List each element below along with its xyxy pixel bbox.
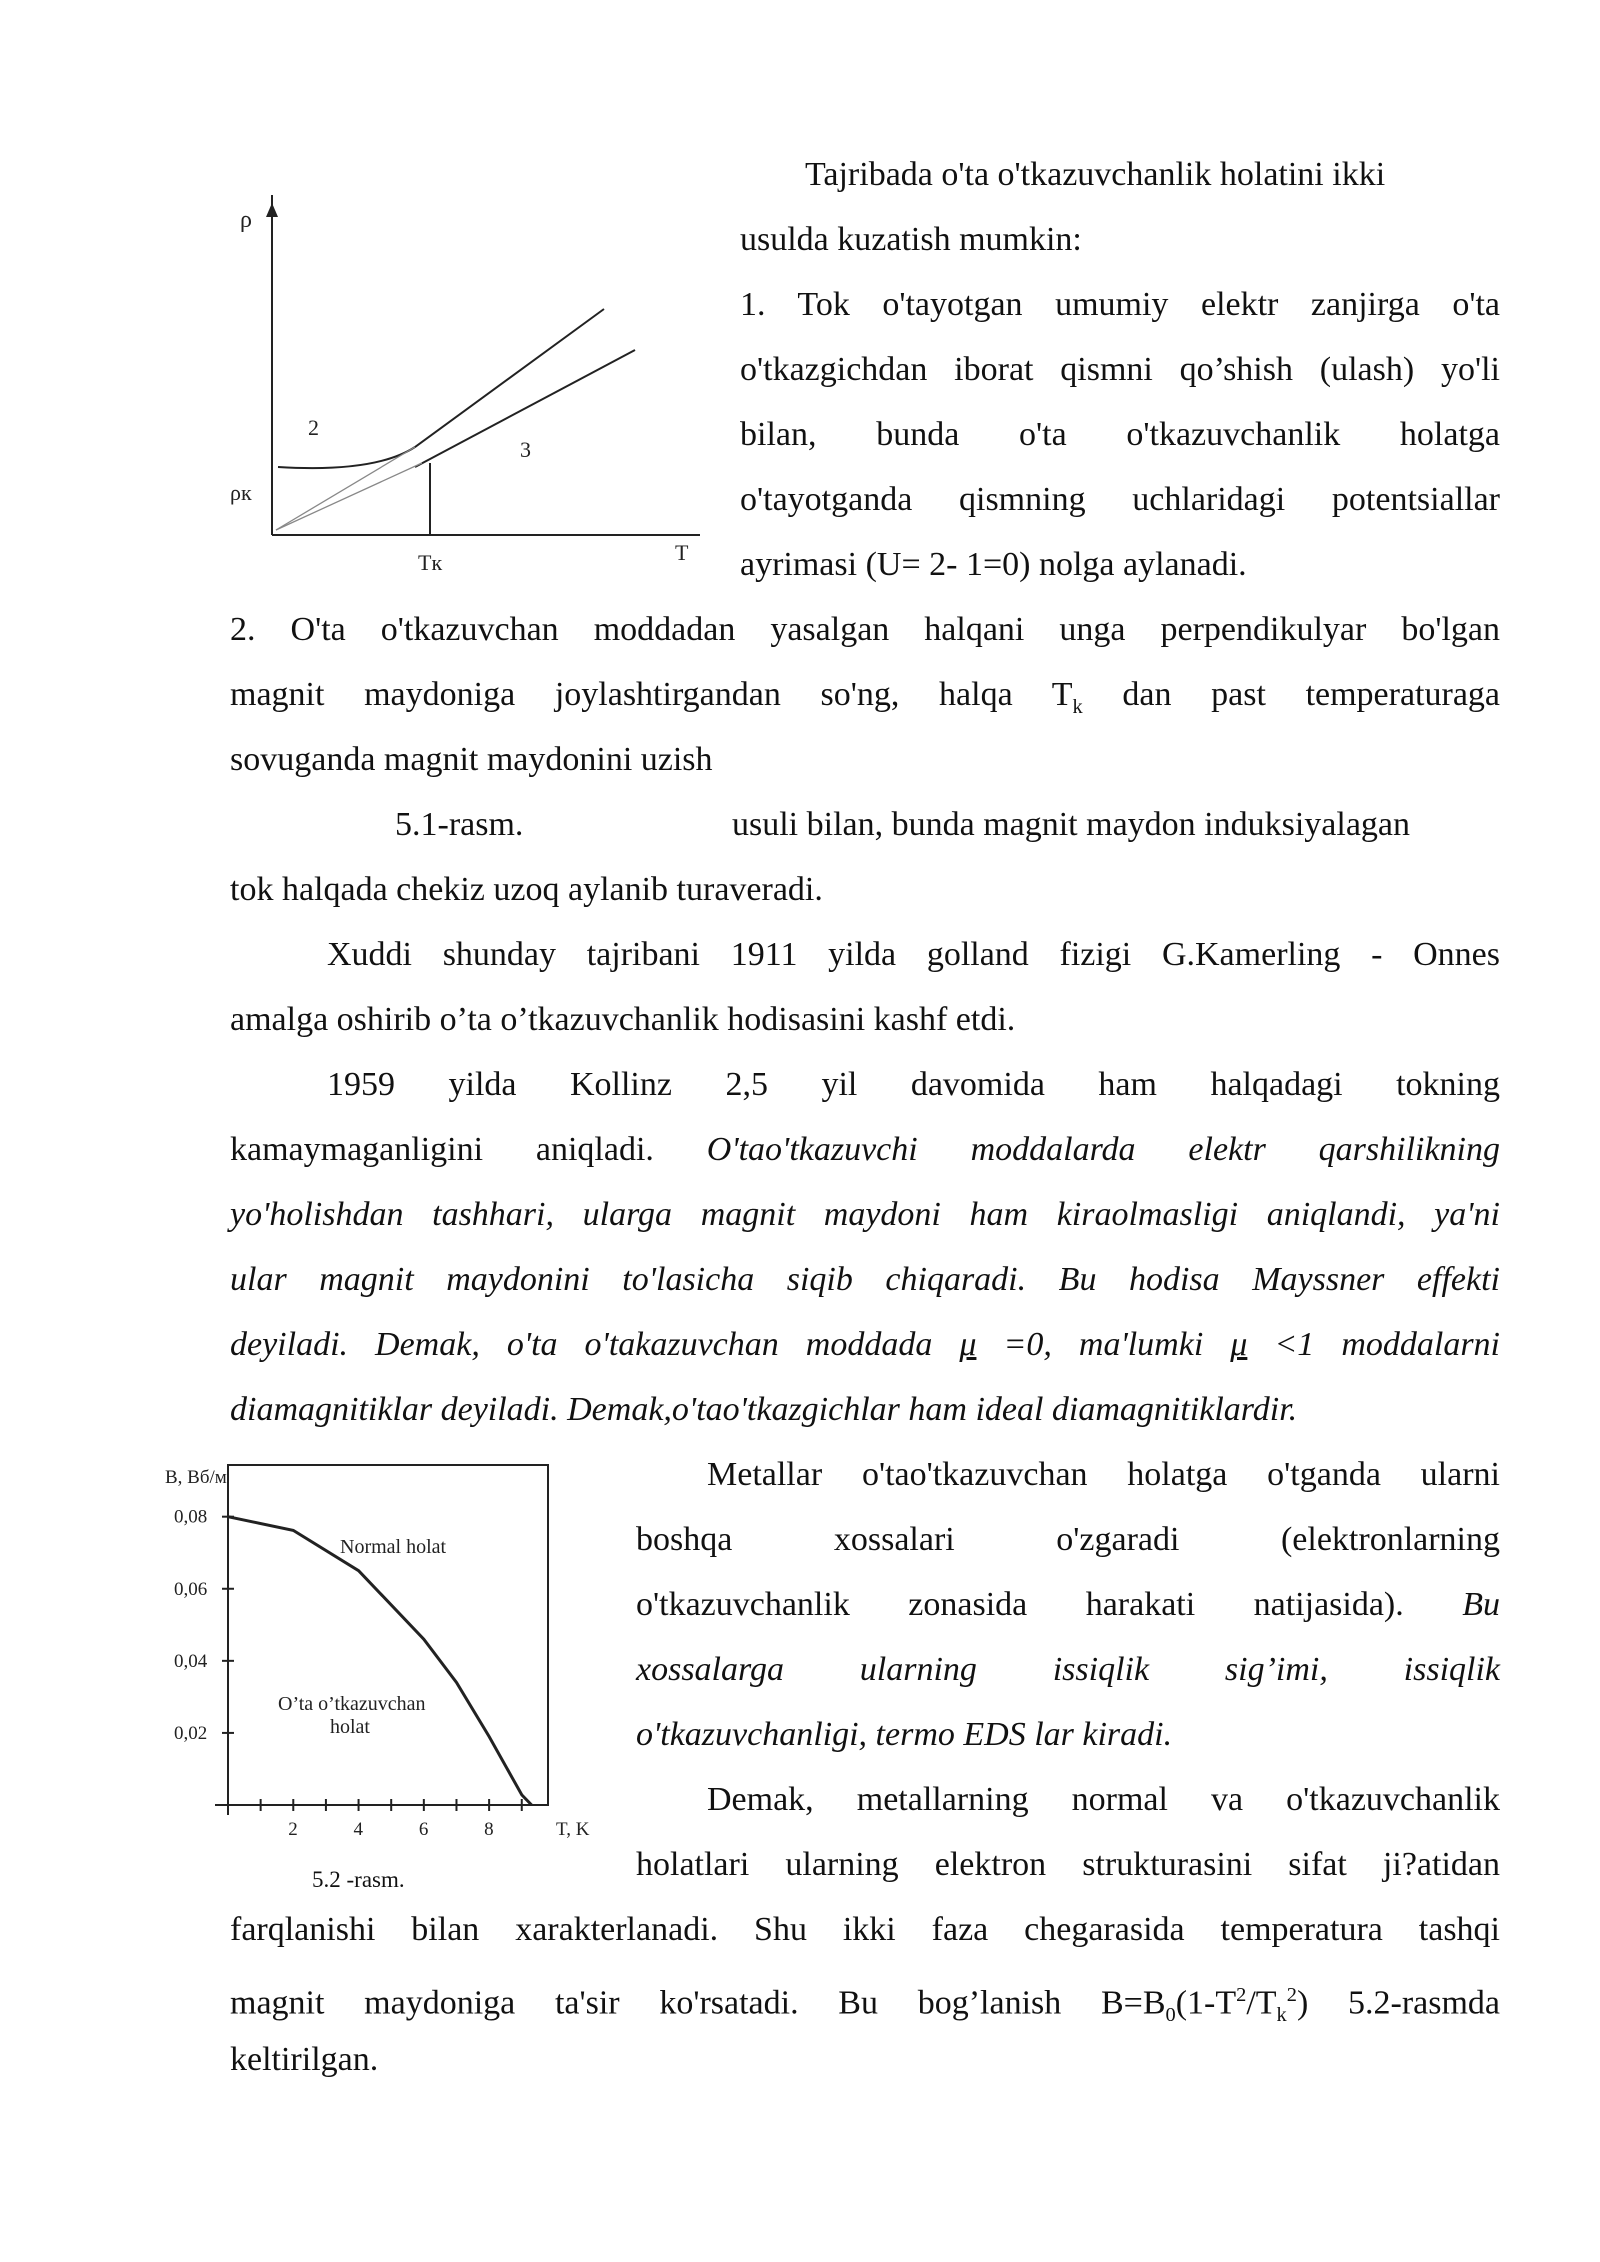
text-line: bilan, bunda o'ta o'tkazuvchanlik holatga [740,416,1500,453]
fig1-curve-2-label: 2 [308,415,319,440]
text-line: magnit maydoniga ta'sir ko'rsatadi. Bu bog’lanish $B=B_0(1-T^2/T_k^2)$ 5.2-rasmda [230,1984,1501,2027]
text-line: amalga oshirib o’ta o’tkazuvchanlik hodisasini kashf etdi. [230,1001,1016,1038]
fig1-caption: 5.1-rasm. [395,806,524,843]
text-line: 1. Tok o'tayotgan umumiy elektr zanjirga o'ta [740,286,1500,323]
fig2-super-label-1: O’ta o’tkazuvchan [278,1693,426,1715]
fig1-x-label: T [675,540,689,565]
text-line: ular magnit maydonini to'lasicha siqib chiqaradi. Bu hodisa Mayssner effekti [230,1261,1500,1298]
fig1-rho-k: ρк [230,480,252,505]
text-line: ayrimasi (U= 2- 1=0) nolga aylanadi. [740,546,1247,583]
text-line: magnit maydoniga joylashtirgandan so'ng, halqa $T_k$ dan past temperaturaga [230,676,1501,718]
text-line: kamaymaganligini aniqladi. O'tao'tkazuvchi moddalarda elektr qarshilikning [230,1131,1500,1168]
fig1-dashed-1 [276,447,415,530]
fig2-y-tick-label: 0,02 [174,1722,208,1744]
text-line: usulda kuzatish mumkin: [740,221,1082,258]
fig2-normal-label: Normal holat [340,1536,447,1558]
text-line: farqlanishi bilan xarakterlanadi. Shu ikki faza chegarasida temperatura tashqi [230,1911,1500,1948]
fig1-curve-3-label: 3 [520,437,531,462]
text-line: Tajribada o'ta o'tkazuvchanlik holatini ikki [805,156,1386,193]
fig2-x-tick-label: 8 [484,1819,494,1840]
text-line: o'tkazuvchanlik zonasida harakati natijasida). Bu [636,1586,1500,1623]
text-line: Metallar o'tao'tkazuvchan holatga o'tganda ularni [707,1456,1500,1493]
text-line: holatlari ularning elektron strukturasini sifat ji?atidan [636,1846,1500,1883]
text-line: boshqa xossalari o'zgaradi (elektronlarning [636,1521,1500,1558]
text-line: yo'holishdan tashhari, ularga magnit maydoni ham kiraolmasligi aniqlandi, ya'ni [230,1196,1500,1233]
figure-5-2 [160,1450,610,1910]
text-line: o'tkazgichdan iborat qismni qo’shish (ulash) yo'li [740,351,1500,388]
fig1-tk-label: Tк [418,550,443,575]
fig1-dashed-2 [276,463,422,530]
fig1-y-arrow [266,203,278,217]
fig2-super-label-2: holat [330,1716,370,1738]
text-line: Demak, metallarning normal va o'tkazuvchanlik [707,1781,1500,1818]
fig2-y-tick-label: 0,06 [174,1578,208,1600]
text-line: tok halqada chekiz uzoq aylanib turaveradi. [230,871,823,908]
fig2-critical-curve [228,1517,532,1805]
text-line: deyiladi. Demak, o'ta o'takazuvchan moddada μ =0, ma'lumki μ <1 moddalarni [230,1326,1500,1363]
fig2-x-tick-label: 2 [288,1819,298,1840]
fig2-y-label: B, Вб/м [165,1467,227,1488]
text-line: 2. O'ta o'tkazuvchan moddadan yasalgan halqani unga perpendikulyar bo'lgan [230,611,1500,648]
fig2-y-tick-label: 0,04 [174,1650,208,1672]
text-line: xossalarga ularning issiqlik sig’imi, issiqlik [636,1651,1500,1688]
fig2-x-tick-label: 4 [353,1819,364,1840]
text-line: sovuganda magnit maydonini uzish [230,741,713,778]
text-line: o'tkazuvchanligi, termo EDS lar kiradi. [636,1716,1173,1753]
text-line: usuli bilan, bunda magnit maydon induksiyalagan [732,806,1411,843]
fig1-y-label: ρ [240,207,252,233]
fig2-x-label: T, K [556,1819,590,1840]
text-line: keltirilgan. [230,2041,379,2078]
text-line: Xuddi shunday tajribani 1911 yilda golland fizigi G.Kamerling - Onnes [327,936,1500,973]
text-line: 1959 yilda Kollinz 2,5 yil davomida ham halqadagi tokning [327,1066,1500,1103]
text-line: o'tayotganda qismning uchlaridagi potentsiallar [740,481,1500,518]
fig2-caption: 5.2 -rasm. [312,1867,405,1892]
text-line: diamagnitiklar deyiladi. Demak,o'tao'tkazgichlar ham ideal diamagnitiklardir. [230,1391,1298,1428]
fig2-y-tick-label: 0,08 [174,1506,208,1528]
fig2-x-tick-label: 6 [418,1819,429,1840]
fig1-curve-2 [278,309,604,468]
figure-5-1 [210,195,710,585]
